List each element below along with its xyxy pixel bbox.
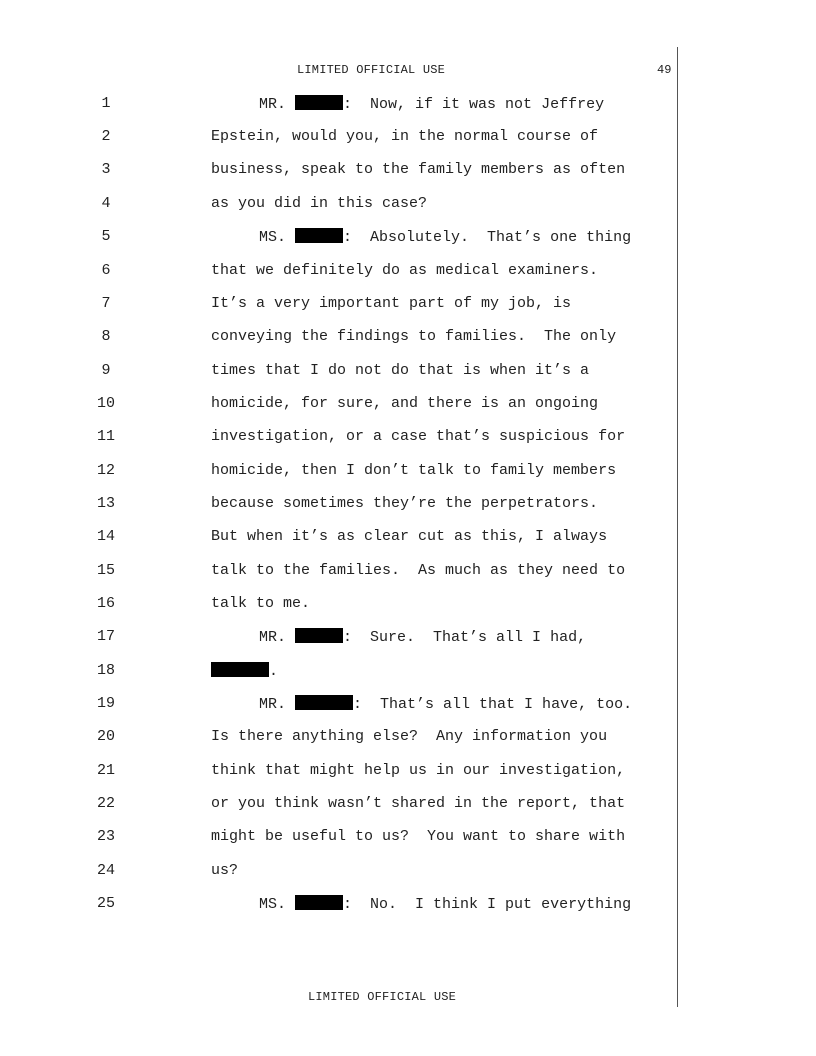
transcript-line: Epstein, would you, in the normal course of [211,128,599,145]
line-number: 15 [96,562,115,579]
transcript-line [211,695,719,714]
transcript-line: It’s a very important part of my job, is [211,295,572,312]
speaker-label: MR. [259,96,287,113]
line-content: . [269,663,279,680]
line-content: : Sure. That’s all I had, [343,629,587,646]
transcript-line: Is there anything else? Any information you [211,728,608,745]
line-content: : No. I think I put everything [343,896,632,913]
transcript-line: that we definitely do as medical examiners. [211,262,599,279]
transcript-line: talk to me. [211,595,311,612]
line-number: 19 [96,695,115,712]
line-number: 17 [96,628,115,645]
line-number: 21 [96,762,115,779]
transcript-line: conveying the findings to families. The only [211,328,617,345]
line-content: : Absolutely. That’s one thing [343,229,632,246]
line-number: 8 [101,328,111,345]
redaction-block [295,695,353,710]
transcript-line [211,95,719,114]
line-number: 24 [96,862,115,879]
transcript-line: business, speak to the family members as often [211,161,626,178]
line-number: 3 [101,161,111,178]
redaction-block [295,895,343,910]
line-content: : That’s all that I have, too. [353,696,633,713]
line-number: 18 [96,662,115,679]
line-number: 12 [96,462,115,479]
line-number: 2 [101,128,111,145]
transcript-line: us? [211,862,239,879]
line-number: 4 [101,195,111,212]
page-header: LIMITED OFFICIAL USE [297,63,446,77]
line-number: 7 [101,295,111,312]
page-footer: LIMITED OFFICIAL USE [308,990,457,1004]
redaction-block [295,628,343,643]
speaker-label: MR. [259,629,287,646]
speaker-label: MR. [259,696,287,713]
transcript-line: think that might help us in our investigation, [211,762,626,779]
transcript-line: because sometimes they’re the perpetrators. [211,495,599,512]
transcript-line [211,662,671,681]
transcript-line: as you did in this case? [211,195,428,212]
transcript-line: homicide, for sure, and there is an ongoing [211,395,599,412]
redaction-block [295,95,343,110]
line-number: 9 [101,362,111,379]
transcript-line: or you think wasn’t shared in the report, that [211,795,626,812]
line-number: 14 [96,528,115,545]
speaker-label: MS. [259,229,287,246]
line-number: 23 [96,828,115,845]
right-margin-rule [677,47,678,1007]
line-number: 25 [96,895,115,912]
line-number: 11 [96,428,115,445]
line-number: 6 [101,262,111,279]
line-number: 16 [96,595,115,612]
transcript-line: investigation, or a case that’s suspicious for [211,428,626,445]
line-number: 22 [96,795,115,812]
line-number: 20 [96,728,115,745]
line-number: 13 [96,495,115,512]
line-content: : Now, if it was not Jeffrey [343,96,605,113]
line-number: 1 [101,95,111,112]
transcript-line: might be useful to us? You want to share with [211,828,626,845]
redaction-block [295,228,343,243]
transcript-line: talk to the families. As much as they need to [211,562,626,579]
transcript-line: homicide, then I don’t talk to family members [211,462,617,479]
speaker-label: MS. [259,896,287,913]
transcript-line: But when it’s as clear cut as this, I always [211,528,608,545]
transcript-line: times that I do not do that is when it’s a [211,362,590,379]
transcript-line [211,628,719,647]
line-number: 5 [101,228,111,245]
line-number: 10 [96,395,115,412]
transcript-line [211,228,719,247]
page-number: 49 [657,63,672,77]
transcript-line [211,895,719,914]
redaction-block [211,662,269,677]
